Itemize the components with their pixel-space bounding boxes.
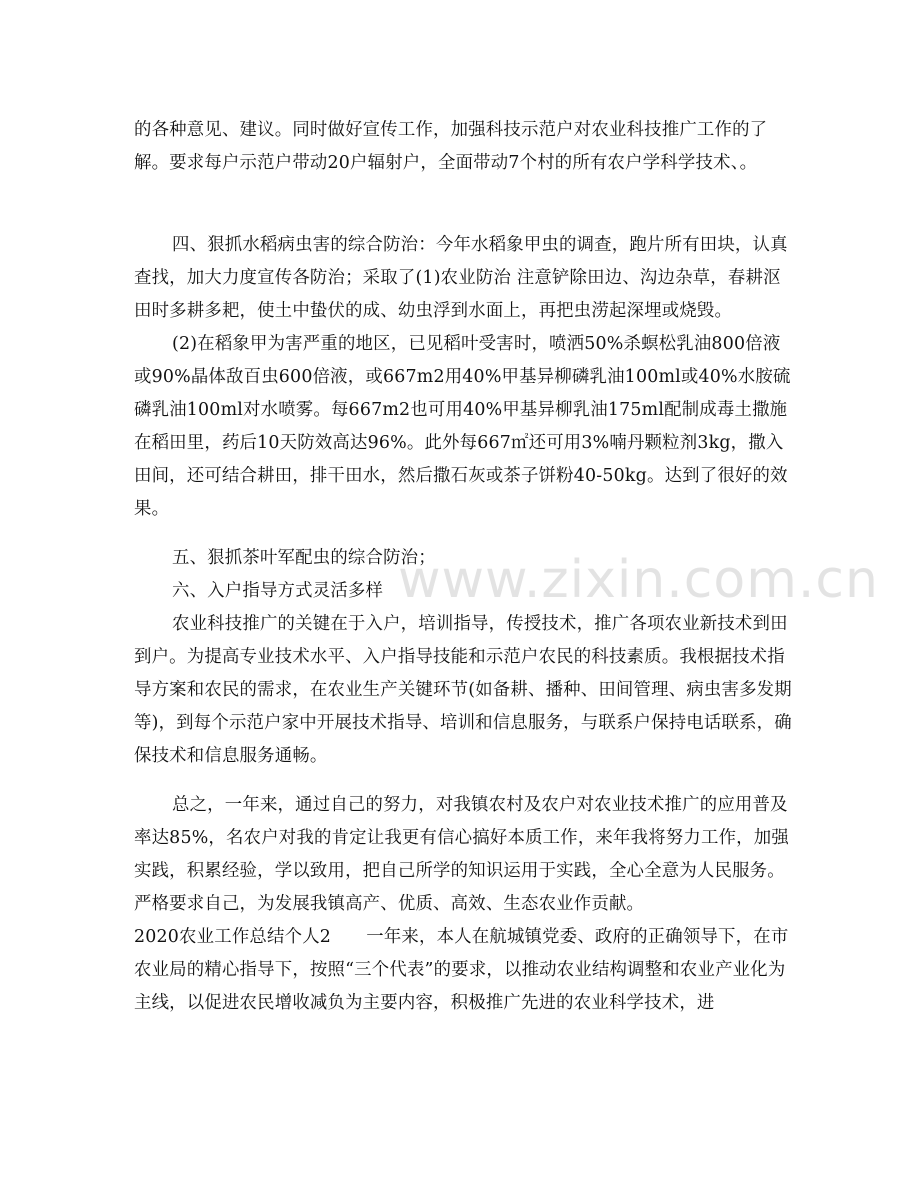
paragraph-summary: 总之，一年来，通过自己的努力，对我镇农村及农户对农业技术推广的应用普及率达85%，名农户对我的肯定让我更有信心搞好本质工作，来年我将努力工作，加强实践，积累经验，学以致用，把自己所学的知识运用于实践，全心全意为人民服务。严格要求自己，为发展我镇高产、优质、高效、生态农业作贡献。 — [134, 795, 789, 914]
paragraph-section-6: 六、入户指导方式灵活多样 — [172, 581, 384, 601]
watermark: www.zixin.com.cn — [398, 550, 879, 610]
paragraph-section-5: 五、狠抓茶叶军配虫的综合防治； — [172, 548, 436, 568]
paragraph-intro-continuation: 的各种意见、建议。同时做好宣传工作，加强科技示范户对农业科技推广工作的了解。要求每户示范户带动20户辐射户，全面带动7个村的所有农户学科学技术、。 — [134, 120, 768, 173]
paragraph-pest-control-2: (2)在稻象甲为害严重的地区，已见稻叶受害时，喷洒50%杀螟松乳油800倍液或90%晶体敌百虫600倍液，或667m2用40%甲基异柳磷乳油100ml或40%水胺硫磷乳油100ml对水喷雾。每667m2也可用40%甲基异柳乳油175ml配制成毒土撒施在稻田里，药后10天防效高达96%。此外每667㎡还可用3%喃丹颗粒剂3kg，撒入田间，还可结合耕田，排干田水，然后撒石灰或茶子饼粉40-50kg。达到了很好的效果。 — [134, 334, 791, 519]
paragraph-section-4: 四、狠抓水稻病虫害的综合防治：今年水稻象甲虫的调查，跑片所有田块，认真查找，加大力度宣传各防治；采取了(1)农业防治 注意铲除田边、沟边杂草，春耕沤田时多耕多耙，使土中蛰伏的成、幼虫浮到水面上，再把虫涝起深埋或烧毁。 — [134, 235, 788, 321]
paragraph-household-guidance: 农业科技推广的关键在于入户，培训指导，传授技术，推广各项农业新技术到田到户。为提高专业技术水平、入户指导技能和示范户农民的科技素质。我根据技术指导方案和农民的需求，在农业生产关键环节(如备耕、播种、田间管理、病虫害多发期等)，到每个示范户家中开展技术指导、培训和信息服务，与联系户保持电话联系，确保技术和信息服务通畅。 — [134, 614, 792, 766]
paragraph-report-2: 2020农业工作总结个人2 一年来，本人在航城镇党委、政府的正确领导下，在市农业局的精心指导下，按照“三个代表”的要求，以推动农业结构调整和农业产业化为主线，以促进农民增收减负为主要内容，积极推广先进的农业科学技术，进 — [134, 927, 789, 1013]
